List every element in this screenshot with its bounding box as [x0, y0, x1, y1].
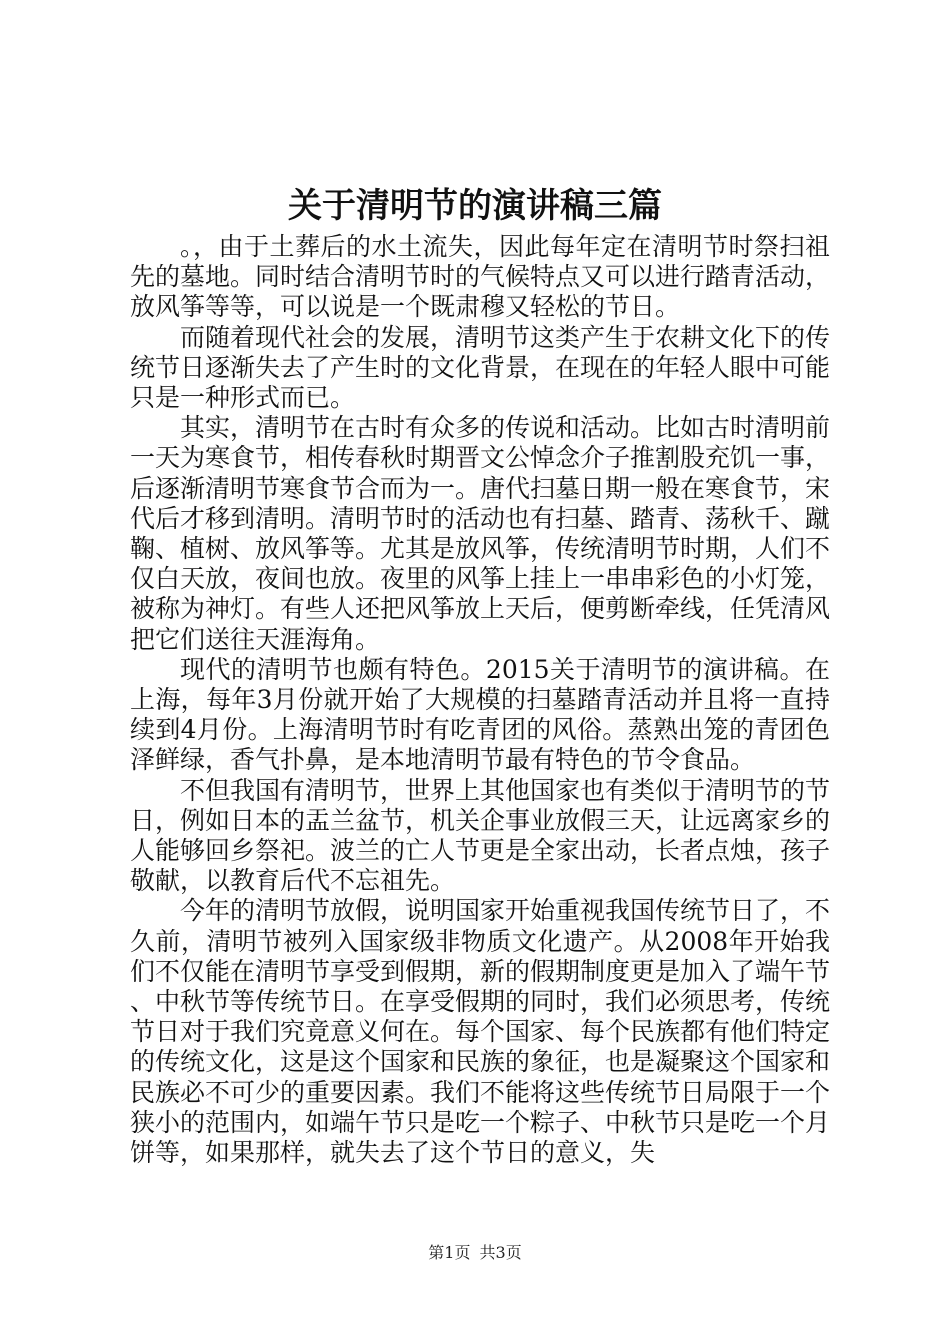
page-total: 共3页: [479, 1243, 522, 1262]
page-footer: [0, 1242, 950, 1264]
page-number: 第1页: [428, 1243, 471, 1262]
document-title: 关于清明节的演讲稿三篇: [288, 186, 662, 226]
paragraph-2: 而随着现代社会的发展，清明节这类产生于农耕文化下的传统节日逐渐失去了产生时的文化背景，在现在的年轻人眼中可能只是一种形式而已。: [130, 322, 831, 413]
paragraph-3: 其实，清明节在古时有众多的传说和活动。比如古时清明前一天为寒食节，相传春秋时期晋文公悼念介子推割股充饥一事，后逐渐清明节寒食节合而为一。唐代扫墓日期一般在寒食节，宋代后才移到清明。清明节时的活动也有扫墓、踏青、荡秋千、蹴鞠、植树、放风筝等。尤其是放风筝，传统清明节时期，人们不仅白天放，夜间也放。夜里的风筝上挂上一串串彩色的小灯笼，被称为神灯。有些人还把风筝放上天后，便剪断牵线，任凭清风把它们送往天涯海角。: [130, 413, 831, 654]
paragraph-5: 不但我国有清明节，世界上其他国家也有类似于清明节的节日，例如日本的盂兰盆节，机关企事业放假三天，让远离家乡的人能够回乡祭祀。波兰的亡人节更是全家出动，长者点烛，孩子敬献，以教育后代不忘祖先。: [130, 775, 831, 896]
paragraph-4: 现代的清明节也颇有特色。2015关于清明节的演讲稿。在上海，每年3月份就开始了大规模的扫墓踏青活动并且将一直持续到4月份。上海清明节时有吃青团的风俗。蒸熟出笼的青团色泽鲜绿，香气扑鼻，是本地清明节最有特色的节令食品。: [130, 654, 830, 775]
paragraph-6: 今年的清明节放假，说明国家开始重视我国传统节日了，不久前，清明节被列入国家级非物质文化遗产。从2008年开始我们不仅能在清明节享受到假期，新的假期制度更是加入了端午节、中秋节等传统节日。在享受假期的同时，我们必须思考，传统节日对于我们究竟意义何在。每个国家、每个民族都有他们特定的传统文化，这是这个国家和民族的象征，也是凝聚这个国家和民族必不可少的重要因素。我们不能将这些传统节日局限于一个狭小的范围内，如端午节只是吃一个粽子、中秋节只是吃一个月饼等，如果那样，就失去了这个节日的意义，失: [130, 896, 831, 1168]
paragraph-1: 。，由于土葬后的水土流失，因此每年定在清明节时祭扫祖先的墓地。同时结合清明节时的气候特点又可以进行踏青活动，放风筝等等，可以说是一个既肃穆又轻松的节日。: [130, 232, 831, 322]
document-body: [130, 232, 830, 1168]
